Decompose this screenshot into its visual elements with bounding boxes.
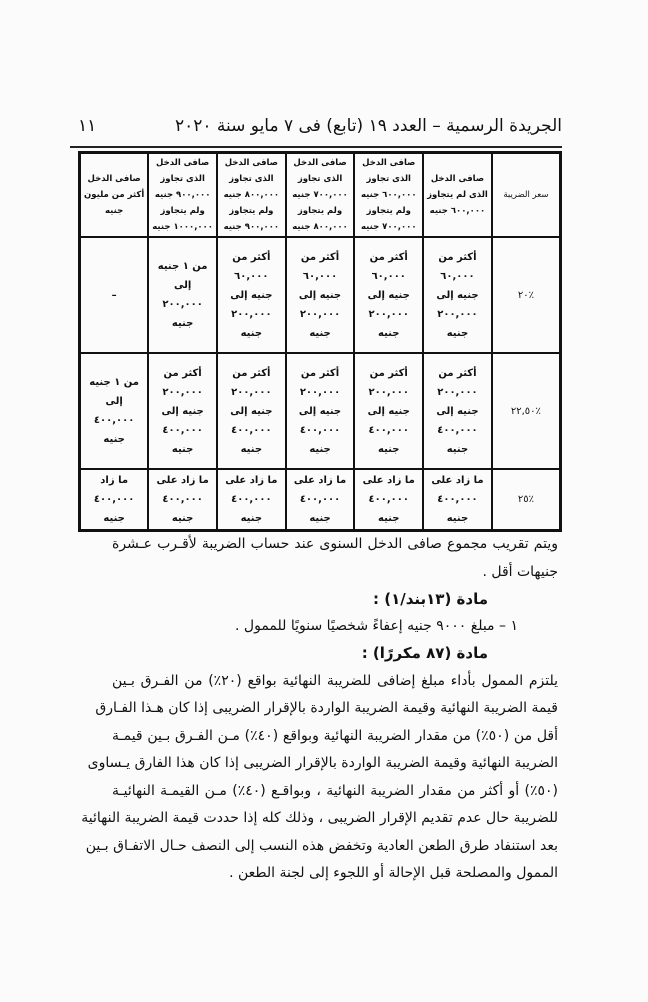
header-cell: صافى الدخل أكثر من مليون جنيه	[80, 153, 149, 238]
paragraph-line: جنيهات أقل .	[482, 564, 558, 580]
table-cell: من ١ جنيه إلى ٢٠٠,٠٠٠ جنيه	[148, 237, 217, 353]
table-row	[80, 469, 561, 531]
page-header	[78, 112, 562, 142]
header-cell: صافى الدخل الذى تجاوز ٩٠٠,٠٠٠ جنيه ولم يتجاوز ١٠٠٠,٠٠٠ جنيه	[148, 153, 217, 238]
header-cell: سعر الضريبة	[492, 153, 561, 238]
paragraph-line: بعد استنفاد طرق الطعن العادية وتخفض هذه النسب إلى النصف حـال الاتفـاق بـين	[85, 838, 558, 854]
rate-cell: ٪٢٢,٥٠	[492, 353, 561, 469]
header-cell: صافى الدخل الذى تجاوز ٧٠٠,٠٠٠ جنيه ولم يتجاوز ٨٠٠,٠٠٠ جنيه	[286, 153, 355, 238]
paragraph-line: ويتم تقريب مجموع صافى الدخل السنوى عند حساب الضريبة لأقـرب عـشرة	[112, 536, 558, 552]
paragraph-line: للضريبة حال عدم تقديم الإقرار الضريبى ، وذلك كله إذا حددت قيمة الضريبة النهائية	[81, 810, 558, 826]
table-cell: ما زاد على ٤٠٠,٠٠٠ جنيه	[217, 469, 286, 531]
article-heading: مادة (٨٧ مكررًا) :	[361, 644, 488, 662]
article-text: ١ – مبلغ ٩٠٠٠ جنيه إعفاءً شخصيًا سنويًا للممول .	[235, 618, 518, 634]
table-cell: ما زاد على ٤٠٠,٠٠٠ جنيه	[148, 469, 217, 531]
paragraph-line: الضريبة النهائية وقيمة الضريبة الواردة بالإقرار الضريبى إذا كان هذا الفارق يـساوى	[87, 755, 558, 771]
table-cell: من ١ جنيه إلى ٤٠٠,٠٠٠ جنيه	[80, 353, 149, 469]
paragraph-line: (٥٠٪) أو أكثر من مقدار الضريبة النهائية ، وبواقـع (٤٠٪) مـن القيمـة النهائيـة	[112, 783, 558, 799]
table-cell: –	[80, 237, 149, 353]
table-cell: أكثر من ٢٠٠,٠٠٠ جنيه إلى ٤٠٠,٠٠٠ جنيه	[423, 353, 492, 469]
header-cell: صافى الدخل الذى لم يتجاوز ٦٠٠,٠٠٠ جنيه	[423, 153, 492, 238]
header-cell: صافى الدخل الذى تجاوز ٦٠٠,٠٠٠ جنيه ولم يتجاوز ٧٠٠,٠٠٠ جنيه	[354, 153, 423, 238]
table-cell: ما زاد على ٤٠٠,٠٠٠ جنيه	[286, 469, 355, 531]
table-cell: ما زاد ٤٠٠,٠٠٠ جنيه	[80, 469, 149, 531]
paragraph-line: يلتزم الممول بأداء مبلغ إضافى للضريبة النهائية بواقع (٢٠٪) من الفـرق بـين	[112, 673, 558, 689]
table-cell: أكثر من ٦٠,٠٠٠ جنيه إلى ٢٠٠,٠٠٠ جنيه	[423, 237, 492, 353]
table-cell: أكثر من ٦٠,٠٠٠ جنيه إلى ٢٠٠,٠٠٠ جنيه	[286, 237, 355, 353]
gazette-title: الجريدة الرسمية – العدد ١٩ (تابع) فى ٧ مايو سنة ٢٠٢٠	[174, 116, 562, 136]
table-cell: أكثر من ٦٠,٠٠٠ جنيه إلى ٢٠٠,٠٠٠ جنيه	[354, 237, 423, 353]
table-header-row	[80, 153, 561, 238]
table-cell: أكثر من ٢٠٠,٠٠٠ جنيه إلى ٤٠٠,٠٠٠ جنيه	[354, 353, 423, 469]
tax-brackets-table	[78, 151, 562, 532]
paragraph-line: قيمة الضريبة النهائية وقيمة الضريبة الواردة بالإقرار الضريبى إذا كان هـذا الفـارق	[95, 700, 558, 716]
table-cell: ما زاد على ٤٠٠,٠٠٠ جنيه	[354, 469, 423, 531]
table-cell: أكثر من ٦٠,٠٠٠ جنيه إلى ٢٠٠,٠٠٠ جنيه	[217, 237, 286, 353]
table-cell: أكثر من ٢٠٠,٠٠٠ جنيه إلى ٤٠٠,٠٠٠ جنيه	[217, 353, 286, 469]
table-cell: أكثر من ٢٠٠,٠٠٠ جنيه إلى ٤٠٠,٠٠٠ جنيه	[286, 353, 355, 469]
table-cell: أكثر من ٢٠٠,٠٠٠ جنيه إلى ٤٠٠,٠٠٠ جنيه	[148, 353, 217, 469]
table-cell: ما زاد على ٤٠٠,٠٠٠ جنيه	[423, 469, 492, 531]
page-number: ١١	[78, 116, 97, 136]
paragraph-line: أقل من (٥٠٪) من مقدار الضريبة النهائية وبواقع (٤٠٪) مـن الفـرق بـين قيمـة	[112, 728, 558, 744]
rate-cell: ٪٢٠	[492, 237, 561, 353]
header-divider	[70, 146, 562, 148]
article-heading: مادة (١٣بند/١) :	[372, 590, 488, 608]
paragraph-line: الممول والمصلحة قبل الإحالة أو اللجوء إلى لجنة الطعن .	[229, 865, 558, 881]
table-row	[80, 353, 561, 469]
rate-cell: ٪٢٥	[492, 469, 561, 531]
header-cell: صافى الدخل الذى تجاوز ٨٠٠,٠٠٠ جنيه ولم يتجاوز ٩٠٠,٠٠٠ جنيه	[217, 153, 286, 238]
table-row	[80, 237, 561, 353]
